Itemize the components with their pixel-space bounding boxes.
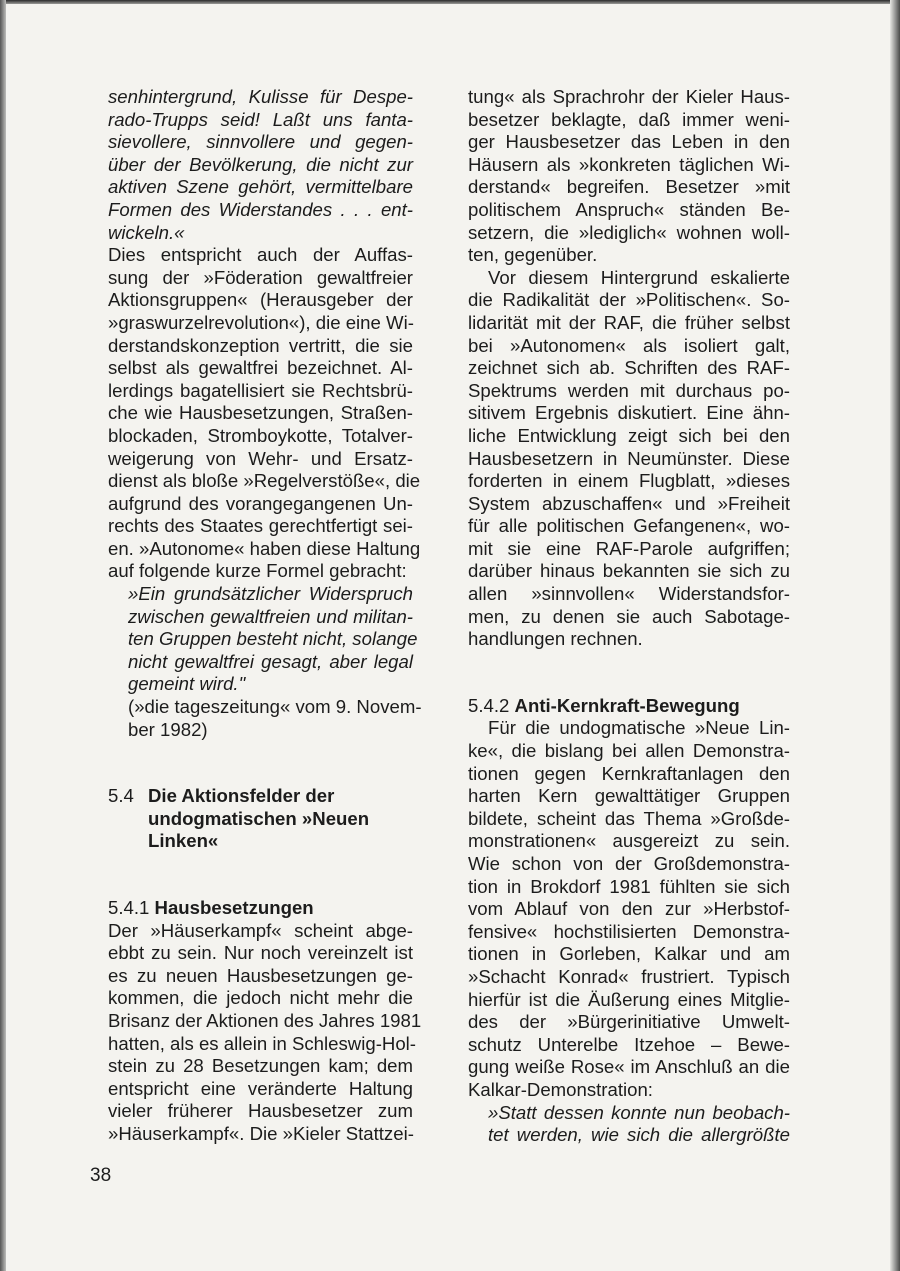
section-heading bbox=[108, 785, 413, 853]
right-column bbox=[468, 86, 790, 1147]
subsection-title: Anti-Kernkraft-Bewegung bbox=[514, 694, 740, 716]
text-line: dienst als bloße »Regelverstöße«, die bbox=[108, 470, 421, 492]
text-line: undogmatischen »Neuen bbox=[148, 807, 370, 829]
section-number: 5.4 bbox=[108, 785, 134, 807]
text-line: aktiven Szene gehört, vermittelbare bbox=[108, 176, 413, 198]
text-line: en. »Autonome« haben diese Haltung bbox=[108, 537, 421, 559]
text-line: ebbt zu sein. Nur noch vereinzelt ist bbox=[108, 942, 413, 964]
text-line: Hausbesetzern in Neumünster. Diese bbox=[468, 447, 790, 469]
text-line: »Ein grundsätzlicher Widerspruch bbox=[128, 583, 413, 605]
text-line: derstand« begreifen. Besetzer »mit bbox=[468, 176, 790, 198]
text-line: tion in Brokdorf 1981 fühlten sie sich bbox=[468, 875, 790, 897]
text-line: Spektrums werden mit durchaus po- bbox=[468, 379, 790, 401]
text-line: »graswurzelrevolution«), die eine Wi- bbox=[108, 311, 414, 333]
text-line: tionen gegen Kernkraftanlagen den bbox=[468, 762, 790, 784]
text-line: setzern, die »lediglich« wohnen woll- bbox=[468, 221, 790, 243]
text-line: lerdings bagatellisiert sie Rechtsbrü- bbox=[108, 379, 413, 401]
text-line: »Statt dessen konnte nun beobach- bbox=[488, 1101, 790, 1123]
text-line: rechts des Staates gerechtfertigt sei- bbox=[108, 515, 413, 537]
text-line: rado-Trupps seid! Laßt uns fanta- bbox=[108, 108, 413, 130]
quote-continuation bbox=[108, 86, 413, 244]
text-line: mit sie eine RAF-Parole aufgriffen; bbox=[468, 537, 790, 559]
text-line: Formen des Widerstandes . . . ent- bbox=[108, 198, 413, 220]
text-line: bei »Autonomen« als isoliert galt, bbox=[468, 334, 790, 356]
text-line: bildete, scheint das Thema »Großde- bbox=[468, 807, 790, 829]
text-line: des der »Bürgerinitiative Umwelt- bbox=[468, 1011, 790, 1033]
text-line: sitivem Ergebnis diskutiert. Eine ähn- bbox=[468, 402, 790, 424]
subsection-number: 5.4.1 bbox=[108, 897, 150, 918]
text-line: stein zu 28 Besetzungen kam; dem bbox=[108, 1055, 413, 1077]
text-line: allen »sinnvollen« Widerstandsfor- bbox=[468, 583, 790, 605]
text-line: über der Bevölkerung, die nicht zur bbox=[108, 153, 413, 175]
paragraph bbox=[468, 86, 790, 267]
text-line: weigerung von Wehr- und Ersatz- bbox=[108, 447, 413, 469]
text-line: monstrationen« ausgereizt zu sein. bbox=[468, 830, 790, 852]
text-line: Der »Häuserkampf« scheint abge- bbox=[108, 919, 413, 941]
text-line: Vor diesem Hintergrund eskalierte bbox=[488, 266, 790, 288]
text-line: (»die tageszeitung« vom 9. Novem- bbox=[128, 696, 422, 718]
text-line: ten Gruppen besteht nicht, solange bbox=[128, 628, 418, 650]
text-line: es zu neuen Hausbesetzungen ge- bbox=[108, 964, 413, 986]
paragraph bbox=[108, 919, 422, 1146]
text-line: Häusern als »konkreten täglichen Wi- bbox=[468, 153, 790, 175]
page-edge-top bbox=[0, 0, 900, 4]
text-line: men, zu denen sie auch Sabotage- bbox=[468, 605, 790, 627]
text-line: entspricht eine veränderte Haltung bbox=[108, 1077, 413, 1099]
text-line: Für die undogmatische »Neue Lin- bbox=[488, 717, 790, 739]
text-line: forderten in einem Flugblatt, »dieses bbox=[468, 470, 790, 492]
text-line: Kalkar-Demonstration: bbox=[468, 1078, 653, 1100]
text-line: sievollere, sinnvollere und gegen- bbox=[108, 131, 413, 153]
text-line: hierfür ist die Äußerung eines Mitglie- bbox=[468, 988, 790, 1010]
text-line: für alle politischen Gefangenen«, wo- bbox=[468, 515, 790, 537]
citation bbox=[108, 696, 422, 741]
page-edge-left bbox=[0, 0, 6, 1271]
text-line: tionen in Gorleben, Kalkar und am bbox=[468, 943, 790, 965]
subsection-title: Hausbesetzungen bbox=[154, 897, 314, 918]
subsection-heading bbox=[468, 695, 790, 718]
text-line: che wie Hausbesetzungen, Straßen- bbox=[108, 402, 413, 424]
text-line: nicht gewaltfrei gesagt, aber legal bbox=[128, 650, 413, 672]
left-column bbox=[108, 86, 422, 1146]
text-line: hatten, als es allein in Schleswig-Hol- bbox=[108, 1032, 416, 1054]
block-quote bbox=[468, 1102, 790, 1147]
text-line: Die Aktionsfelder der bbox=[148, 785, 335, 807]
text-line: kommen, die jedoch nicht mehr die bbox=[108, 987, 413, 1009]
text-line: gung weiße Rose« im Anschluß an die bbox=[468, 1056, 790, 1078]
text-line: auf folgende kurze Formel gebracht: bbox=[108, 560, 407, 582]
text-line: liche Entwicklung zeigt sich bei den bbox=[468, 424, 790, 446]
paragraph bbox=[468, 717, 790, 1101]
text-line: zwischen gewaltfreien und militan- bbox=[128, 605, 413, 627]
text-line: zeichnet sich ab. Schriften des RAF- bbox=[468, 357, 790, 379]
text-line: »Häuserkampf«. Die »Kieler Stattzei- bbox=[108, 1122, 414, 1144]
text-line: handlungen rechnen. bbox=[468, 628, 643, 650]
text-line: politischem Anspruch« ständen Be- bbox=[468, 198, 790, 220]
subsection-number: 5.4.2 bbox=[468, 694, 510, 716]
text-line: Brisanz der Aktionen des Jahres 1981 bbox=[108, 1009, 422, 1031]
text-line: besetzer beklagte, daß immer weni- bbox=[468, 108, 790, 130]
text-line: harten Kern gewalttätiger Gruppen bbox=[468, 785, 790, 807]
text-line: aufgrund des vorangegangenen Un- bbox=[108, 492, 413, 514]
paragraph bbox=[108, 244, 421, 583]
text-line: tung« als Sprachrohr der Kieler Haus- bbox=[468, 86, 790, 107]
text-line: wickeln.« bbox=[108, 221, 185, 243]
text-line: die Radikalität der »Politischen«. So- bbox=[468, 289, 790, 311]
page-edge-right bbox=[890, 0, 900, 1271]
text-line: tet werden, wie sich die allergrößte bbox=[488, 1124, 790, 1146]
section-title bbox=[148, 785, 369, 853]
text-line: sung der »Föderation gewaltfreier bbox=[108, 266, 413, 288]
text-line: darüber hinaus bekannten sie sich zu bbox=[468, 560, 790, 582]
text-line: ger Hausbesetzer das Leben in den bbox=[468, 131, 790, 153]
text-line: selbst als gewaltfrei bezeichnet. Al- bbox=[108, 357, 413, 379]
text-line: Linken« bbox=[148, 830, 219, 852]
text-line: vieler früherer Hausbesetzer zum bbox=[108, 1100, 413, 1122]
text-line: blockaden, Stromboykotte, Totalver- bbox=[108, 424, 413, 446]
text-line: Wie schon von der Großdemonstra- bbox=[468, 853, 790, 874]
text-line: fensive« hochstilisierten Demonstra- bbox=[468, 920, 790, 942]
text-line: Aktionsgruppen« (Herausgeber der bbox=[108, 289, 413, 311]
paragraph bbox=[468, 267, 790, 651]
block-quote bbox=[108, 583, 418, 696]
text-line: »Schacht Konrad« frustriert. Typisch bbox=[468, 965, 790, 987]
text-line: ten, gegenüber. bbox=[468, 244, 598, 266]
text-line: System abzuschaffen« und »Freiheit bbox=[468, 492, 790, 514]
text-line: Dies entspricht auch der Auffas- bbox=[108, 244, 413, 266]
text-line: vom Ablauf von den zur »Herbstof- bbox=[468, 898, 790, 920]
text-line: lidarität mit der RAF, die früher selbst bbox=[468, 311, 790, 333]
text-line: ber 1982) bbox=[128, 718, 208, 740]
text-line: ke«, die bislang bei allen Demonstra- bbox=[468, 740, 790, 762]
text-line: schutz Unterelbe Itzehoe – Bewe- bbox=[468, 1033, 790, 1055]
text-line: senhintergrund, Kulisse für Despe- bbox=[108, 86, 413, 107]
page-number: 38 bbox=[90, 1165, 112, 1186]
subsection-heading bbox=[108, 897, 413, 920]
text-line: gemeint wird." bbox=[128, 673, 246, 695]
text-line: derstandskonzeption vertritt, die sie bbox=[108, 334, 413, 356]
